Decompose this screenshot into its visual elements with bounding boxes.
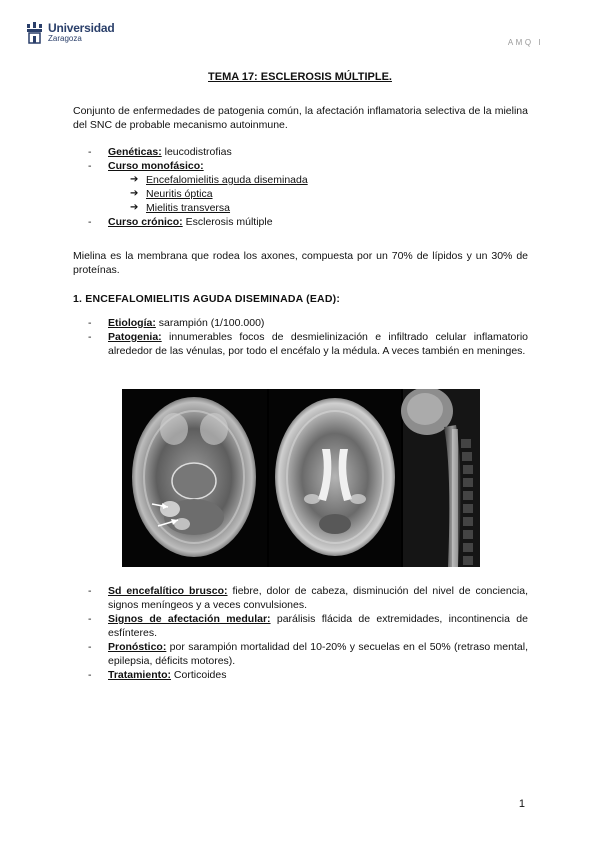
section-heading-ead: 1. ENCEFALOMIELITIS AGUDA DISEMINADA (EAD): — [73, 293, 341, 305]
list-item-geneticas: - Genéticas: leucodistrofias — [88, 146, 232, 158]
course-code: AMQ I — [507, 38, 543, 47]
arrow-right-icon: ➔ — [130, 188, 139, 199]
monofasico-sublist — [108, 173, 528, 215]
etiologia-label: Etiología: — [108, 317, 156, 329]
list-item-monofasico: - Curso monofásico: ➔ Encefalomielitis aguda diseminada ➔ Neuritis óptica ➔ Mielitis transversa — [88, 159, 528, 215]
page-title: TEMA 17: ESCLEROSIS MÚLTIPLE. — [208, 71, 392, 83]
list-item-patogenia: - Patogenia: innumerables focos de desmielinización e infiltrado celular inflamatorio alrededor de las vénulas, por todo el encéfalo y la médula. A veces también en meninges. — [88, 331, 528, 357]
ead-details-list — [88, 316, 528, 358]
arrow-right-icon: ➔ — [130, 174, 139, 185]
cronico-label: Curso crónico: — [108, 216, 183, 228]
sd-encefalitico-text: fiebre, dolor de cabeza, disminución del nivel de conciencia, signos meníngeos y a veces convulsiones. — [108, 585, 528, 611]
cronico-text: Esclerosis múltiple — [182, 216, 273, 228]
logo-city-name: Zaragoza — [48, 34, 82, 43]
medular-label: Signos de afectación medular: — [108, 613, 271, 625]
etiologia-text: sarampión (1/100.000) — [155, 317, 265, 329]
mri-brain-images — [122, 389, 480, 567]
pronostico-label: Pronóstico: — [108, 641, 167, 653]
page-number: 1 — [518, 798, 525, 810]
geneticas-label: Genéticas: — [108, 146, 162, 158]
sublist-item: ➔ Encefalomielitis aguda diseminada — [130, 174, 308, 186]
university-logo — [26, 21, 136, 49]
mri-illustration — [122, 389, 480, 567]
geneticas-text: leucodistrofias — [161, 146, 232, 158]
list-item-sd-encefalitico: - Sd encefalítico brusco: fiebre, dolor de cabeza, disminución del nivel de conciencia, signos meníngeos y a veces convulsiones. — [88, 585, 528, 611]
monofasico-label: Curso monofásico: — [108, 160, 204, 172]
tratamiento-text: Corticoides — [171, 669, 227, 681]
disease-types-list — [88, 145, 528, 229]
patogenia-text: innumerables focos de desmielinización e infiltrado celular inflamatorio alrededor de las vénulas, por todo el encéfalo y la médula. A veces también en meninges. — [108, 331, 528, 357]
list-item-pronostico: - Pronóstico: por sarampión mortalidad del 10-20% y secuelas en el 50% (retraso mental, epilepsia, déficits motores). — [88, 641, 528, 667]
tratamiento-label: Tratamiento: — [108, 669, 172, 681]
myelin-paragraph: Mielina es la membrana que rodea los axones, compuesta por un 70% de lípidos y un 30% de proteínas. — [73, 250, 528, 276]
sublist-item: ➔ Neuritis óptica — [130, 188, 213, 200]
list-item-medular: - Signos de afectación medular: parálisis flácida de extremidades, incontinencia de esfínteres. — [88, 613, 528, 639]
intro-paragraph: Conjunto de enfermedades de patogenia común, la afectación inflamatoria selectiva de la mielina del SNC de probable mecanismo autoinmune. — [73, 105, 528, 131]
list-item-etiologia: - Etiología: sarampión (1/100.000) — [88, 317, 265, 329]
list-item-tratamiento: - Tratamiento: Corticoides — [88, 669, 227, 681]
list-item-cronico: - Curso crónico: Esclerosis múltiple — [88, 216, 273, 228]
pronostico-text: por sarampión mortalidad del 10-20% y secuelas en el 50% (retraso mental, epilepsia, déficits motores). — [108, 641, 528, 667]
sd-encefalitico-label: Sd encefalítico brusco: — [108, 585, 228, 597]
patogenia-label: Patogenia: — [108, 331, 162, 343]
logo-university-name: Universidad — [48, 21, 115, 35]
arrow-right-icon: ➔ — [130, 202, 139, 213]
university-crest-icon — [26, 22, 43, 44]
sublist-item: ➔ Mielitis transversa — [130, 202, 231, 214]
medular-text: parálisis flácida de extremidades, incontinencia de esfínteres. — [108, 613, 528, 639]
ead-clinical-list — [88, 584, 528, 682]
